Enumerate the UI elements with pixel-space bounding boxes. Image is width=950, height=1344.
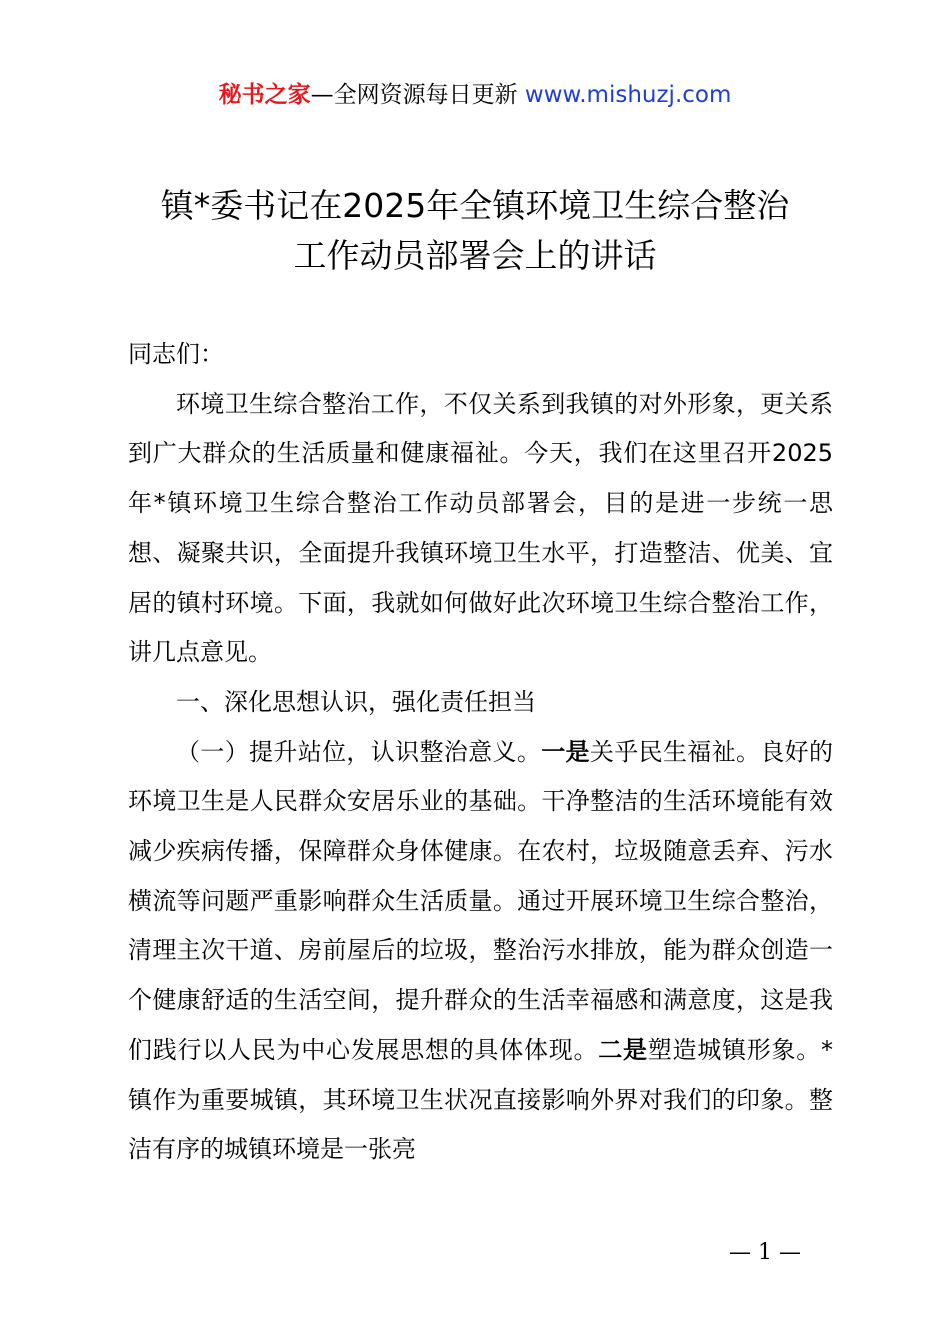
paragraph-1-text-b: 塑造城镇形象。*镇作为重要城镇，其环境卫生状况直接影响外界对我们的印象。整洁有序的城镇环境是一张亮 bbox=[128, 1035, 833, 1164]
section-heading-1: 一、深化思想认识，强化责任担当 bbox=[176, 687, 536, 716]
document-title-line-2: 工作动员部署会上的讲话 bbox=[293, 236, 657, 275]
emphasis-second: 二是 bbox=[598, 1035, 648, 1064]
page-number: — 1 — bbox=[729, 1240, 801, 1265]
emphasis-first: 一是 bbox=[541, 737, 590, 766]
banner-url[interactable]: www.mishuzj.com bbox=[524, 82, 732, 108]
intro-paragraph: 环境卫生综合整治工作，不仅关系到我镇的对外形象，更关系到广大群众的生活质量和健康福祉。今天，我们在这里召开2025年*镇环境卫生综合整治工作动员部署会，目的是进一步统一思想、凝聚共识，全面提升我镇环境卫生水平，打造整洁、优美、宜居的镇村环境。下面，我就如何做好此次环境卫生综合整治工作，讲几点意见。 bbox=[128, 389, 833, 667]
banner-slogan: —全网资源每日更新 bbox=[310, 82, 525, 108]
banner-brand: 秘书之家 bbox=[218, 82, 311, 108]
greeting: 同志们： bbox=[128, 340, 224, 368]
document-body bbox=[128, 330, 833, 1175]
document-title-line-1: 镇*委书记在2025年全镇环境卫生综合整治 bbox=[160, 186, 790, 225]
paragraph-1-text-a: 关乎民生福祉。良好的环境卫生是人民群众安居乐业的基础。干净整洁的生活环境能有效减少疾病传播，保障群众身体健康。在农村，垃圾随意丢弃、污水横流等问题严重影响群众生活质量。通过开展环境卫生综合整治，清理主次干道、房前屋后的垃圾，整治污水排放，能为群众创造一个健康舒适的生活空间，提升群众的生活幸福感和满意度，这是我们践行以人民为中心发展思想的具体体现。 bbox=[128, 737, 834, 1064]
paragraph-1-lead: （一）提升站位，认识整治意义。 bbox=[176, 737, 542, 766]
paragraph-1 bbox=[128, 728, 833, 1175]
site-banner bbox=[0, 78, 950, 112]
